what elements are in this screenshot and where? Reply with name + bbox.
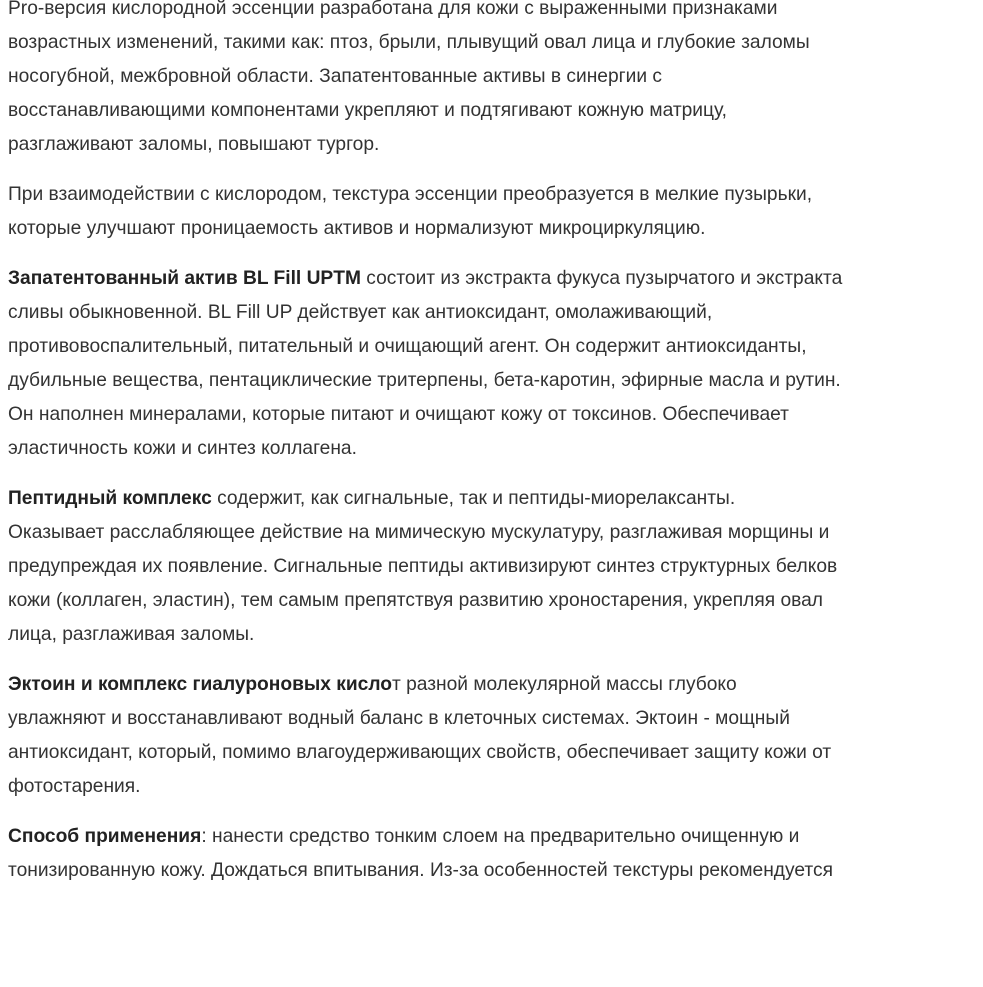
oxygen-text: При взаимодействии с кислородом, текстура эссенции преобразуется в мелкие пузырьки, которые улучшают проницаемость активов и нормализуют микроциркуляцию.: [8, 184, 813, 239]
ectoin-text: т разной молекулярной массы глубоко увлажняют и восстанавливают водный баланс в клеточных системах. Эктоин - мощный антиоксидант, который, помимо влагоудерживающих свойств, обеспечивает защиту кожи от фотостарения.: [8, 674, 832, 797]
ectoin-heading: Эктоин и комплекс гиалуроновых кисло: [8, 674, 392, 695]
peptide-text: содержит, как сигнальные, так и пептиды-миорелаксанты. Оказывает расслабляющее действие на мимическую мускулатуру, разглаживая морщины и предупреждая их появление. Сигнальные пептиды активизируют синтез структурных белков кожи (коллаген, эластин), тем самым препятствуя развитию хроностарения, укрепляя овал лица, разглаживая заломы.: [8, 488, 838, 645]
intro-text: Pro-версия кислородной эссенции разработана для кожи с выраженными признаками возрастных изменений, такими как: птоз, брыли, плывущий овал лица и глубокие заломы носогубной, межбровной области. Запатентованные активы в синергии с восстанавливающими компонентами укрепляют и подтягивают кожную матрицу, разглаживают заломы, повышают тургор.: [8, 0, 810, 155]
peptide-paragraph: [8, 482, 983, 652]
usage-heading: Способ применения: [8, 826, 202, 847]
oxygen-paragraph: [8, 178, 983, 246]
usage-text: : нанести средство тонким слоем на предварительно очищенную и тонизированную кожу. Дождаться впитывания. Из-за особенностей текстуры рекомендуется: [8, 826, 833, 881]
intro-paragraph: [8, 0, 983, 162]
usage-paragraph: [8, 820, 983, 888]
ectoin-paragraph: [8, 668, 983, 804]
bl-fill-text: состоит из экстракта фукуса пузырчатого и экстракта сливы обыкновенной. BL Fill UP действует как антиоксидант, омолаживающий, противовоспалительный, питательный и очищающий агент. Он содержит антиоксиданты, дубильные вещества, пентациклические тритерпены, бета-каротин, эфирные масла и рутин. Он наполнен минералами, которые питают и очищают кожу от токсинов. Обеспечивает эластичность кожи и синтез коллагена.: [8, 268, 843, 459]
bl-fill-paragraph: [8, 262, 983, 466]
peptide-heading: Пептидный комплекс: [8, 488, 212, 509]
bl-fill-heading: Запатентованный актив BL Fill UPTM: [8, 268, 361, 289]
product-description: [8, 0, 983, 904]
